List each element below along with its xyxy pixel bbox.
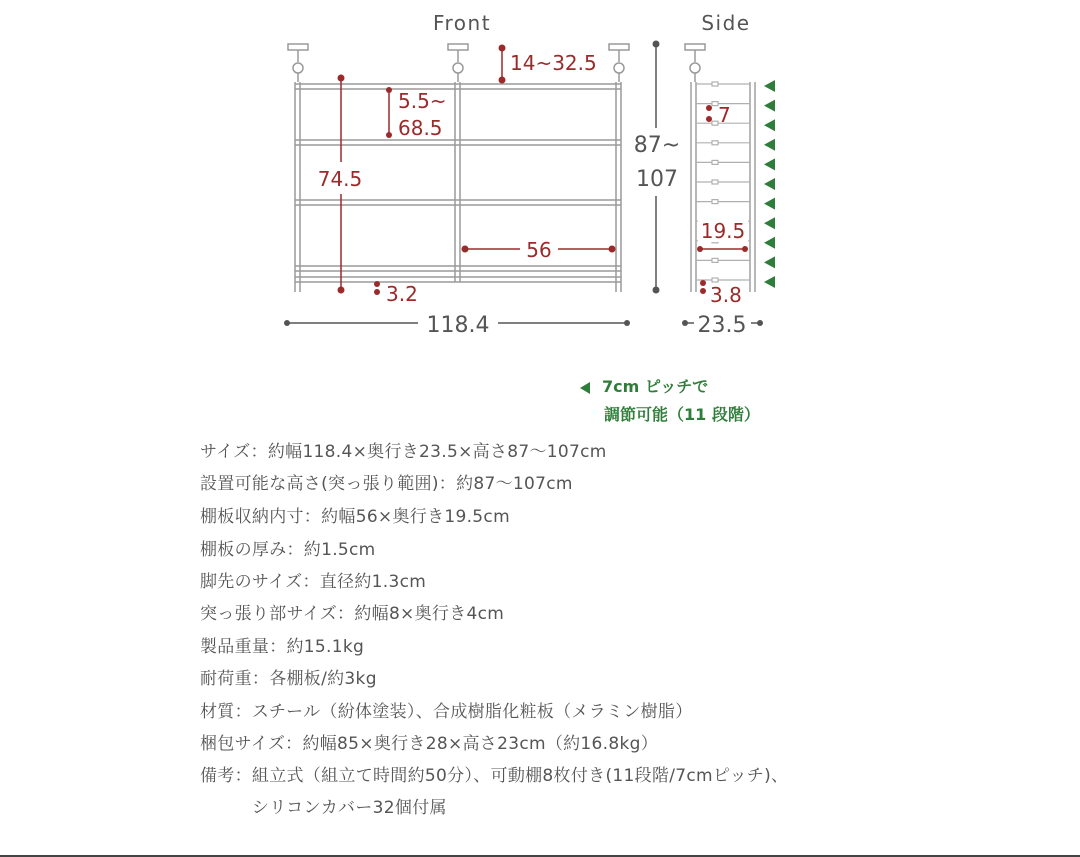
spec-shelf-inner: 棚板収納内寸：約幅56×奥行き19.5cm xyxy=(200,507,510,527)
spec-notes: 備考：組立式（組立て時間約50分）、可動棚8枚付き(11段階/7cmピッチ)、 xyxy=(200,766,789,786)
triangle-left-icon xyxy=(580,382,590,394)
pitch-marker-triangle-icon xyxy=(764,100,775,112)
front-view xyxy=(284,44,630,338)
spec-foot-size: 脚先のサイズ：直径約1.3cm xyxy=(200,572,427,592)
inner-height-dimension xyxy=(312,75,366,294)
pitch-marker-triangle-icon xyxy=(764,237,775,249)
spec-shelf-thickness: 棚板の厚み：約1.5cm xyxy=(200,540,376,560)
side-view xyxy=(626,41,775,339)
side-heading: Side xyxy=(701,11,751,35)
pitch-marker-triangle-icon xyxy=(764,178,775,190)
shelf-depth-dimension xyxy=(697,218,748,252)
total-depth-label: 23.5 xyxy=(697,313,747,338)
top-gap-dimension xyxy=(499,45,597,84)
compartment-width-label: 56 xyxy=(526,238,552,262)
pitch-note-line2: 調節可能（11 段階） xyxy=(604,405,760,424)
spec-weight: 製品重量：約15.1kg xyxy=(200,637,365,657)
inner-height-label: 74.5 xyxy=(317,167,363,191)
bottom-gap-label: 3.2 xyxy=(386,282,418,306)
side-tension-post xyxy=(685,44,705,82)
spec-tension-size: 突っ張り部サイズ：約幅8×奥行き4cm xyxy=(200,604,505,624)
spec-load: 耐荷重：各棚板/約3kg xyxy=(200,669,377,689)
top-gap-label: 14~32.5 xyxy=(510,51,597,75)
pitch-marker-triangle-icon xyxy=(764,158,775,170)
front-heading: Front xyxy=(432,11,492,35)
side-height-label-line2: 107 xyxy=(636,167,678,192)
side-bottom-gap-dimension xyxy=(700,280,742,307)
total-width-dimension xyxy=(284,313,630,338)
compartment-width-dimension xyxy=(462,238,616,262)
side-height-label-line1: 87~ xyxy=(633,133,681,158)
tension-post-left xyxy=(288,44,308,82)
bottom-gap-dimension xyxy=(374,281,418,306)
pitch-marker-triangle-icon xyxy=(764,217,775,229)
total-depth-dimension xyxy=(682,313,763,338)
pitch-markers xyxy=(764,80,775,288)
pitch-note-line1: 7cm ピッチで xyxy=(580,374,708,397)
side-rung-clip xyxy=(712,200,718,204)
pitch-marker-triangle-icon xyxy=(764,139,775,151)
side-rung-clip xyxy=(712,180,718,184)
shelf-gap-label-line1: 5.5~ xyxy=(398,89,447,113)
side-rung-clip xyxy=(712,82,718,86)
side-rung-clip xyxy=(712,258,718,262)
pitch-marker-triangle-icon xyxy=(764,198,775,210)
pitch-label: 7 xyxy=(718,103,731,127)
spec-install-height: 設置可能な高さ(突っ張り範囲)：約87～107cm xyxy=(200,474,573,494)
spec-size: サイズ：約幅118.4×奥行き23.5×高さ87～107cm xyxy=(200,442,607,462)
shelf-gap-label-line2: 68.5 xyxy=(398,116,443,140)
tension-post-center xyxy=(448,44,468,82)
side-bottom-gap-label: 3.8 xyxy=(710,283,742,307)
pitch-marker-triangle-icon xyxy=(764,80,775,92)
spec-notes-continued: シリコンカバー32個付属 xyxy=(200,798,447,818)
side-height-dimension xyxy=(626,41,686,294)
side-rung-clip xyxy=(712,278,718,282)
shelf-gap-dimension xyxy=(386,87,447,140)
total-width-label: 118.4 xyxy=(426,313,490,338)
spec-material: 材質：スチール（紛体塗装）、合成樹脂化粧板（メラミン樹脂） xyxy=(200,702,693,722)
tension-post-right xyxy=(609,44,629,82)
pitch-marker-triangle-icon xyxy=(764,256,775,268)
spec-package: 梱包サイズ：約幅85×奥行き28×高さ23cm（約16.8kg） xyxy=(200,734,659,754)
pitch-marker-triangle-icon xyxy=(764,276,775,288)
side-rung-clip xyxy=(712,160,718,164)
pitch-marker-triangle-icon xyxy=(764,119,775,131)
shelf-depth-label: 19.5 xyxy=(700,219,746,243)
side-rung-clip xyxy=(712,141,718,145)
